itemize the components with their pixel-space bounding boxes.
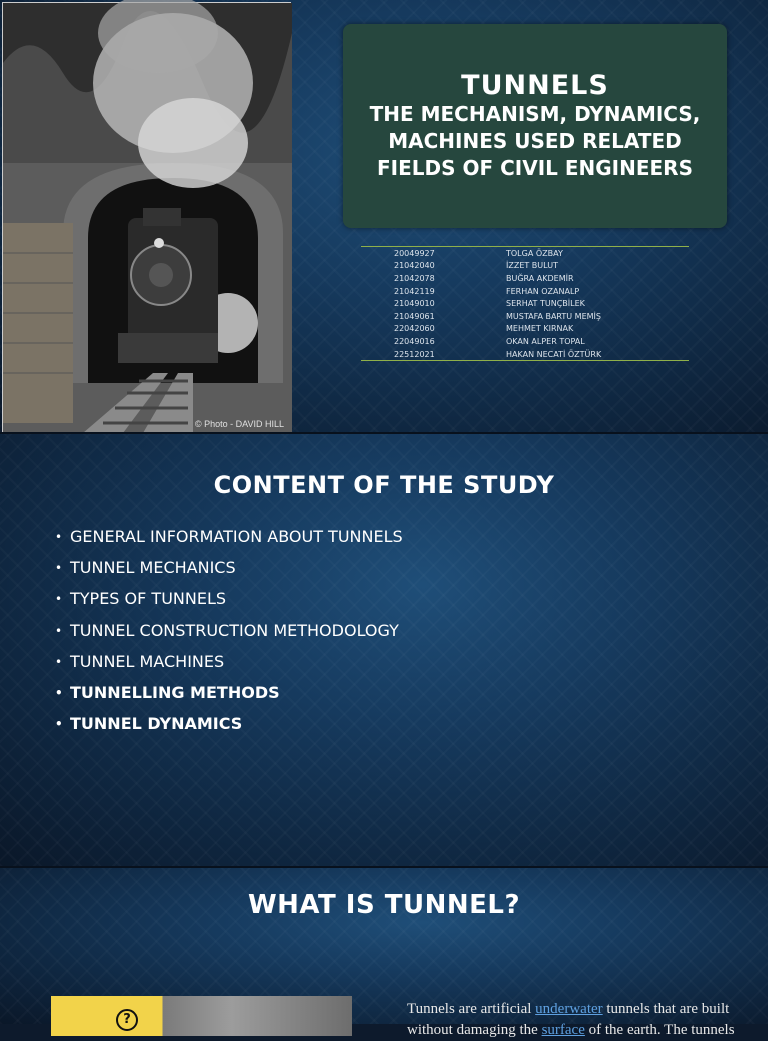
member-id: 21049010 — [394, 299, 435, 309]
member-row — [361, 335, 689, 348]
contents-item — [55, 620, 403, 651]
contents-item — [55, 682, 403, 713]
bullet-icon: • — [55, 685, 63, 700]
member-id: 21049061 — [394, 311, 435, 321]
contents-item-label: TYPES OF TUNNELS — [70, 589, 227, 609]
member-row — [361, 348, 689, 361]
member-row — [361, 247, 689, 260]
member-row — [361, 297, 689, 310]
contents-item — [55, 557, 403, 588]
member-name: BUĞRA AKDEMİR — [506, 273, 574, 283]
member-id: 22042060 — [394, 324, 435, 334]
member-name: TOLGA ÖZBAY — [506, 248, 563, 258]
page-subtitle: THE MECHANISM, DYNAMICS, MACHINES USED RELATED FIELDS OF CIVIL ENGINEERS — [369, 102, 701, 181]
contents-item — [55, 651, 403, 682]
contents-item-label: TUNNEL MECHANICS — [70, 558, 236, 578]
definition-text — [407, 999, 737, 1041]
member-id: 22512021 — [394, 349, 435, 359]
text-segment: tunnels that are built — [602, 1001, 730, 1017]
page-title: TUNNELS — [461, 69, 609, 101]
bullet-icon: • — [55, 592, 63, 607]
underwater-link[interactable]: underwater — [535, 1001, 603, 1017]
member-id: 21042119 — [394, 286, 435, 296]
member-row — [361, 272, 689, 285]
slide-contents — [0, 434, 768, 866]
slide-title — [0, 0, 768, 432]
surface-link[interactable]: surface — [541, 1022, 585, 1038]
contents-item-label: GENERAL INFORMATION ABOUT TUNNELS — [70, 527, 403, 546]
member-id: 22049016 — [394, 336, 435, 346]
member-name: SERHAT TUNÇBİLEK — [506, 299, 585, 309]
bullet-icon: • — [55, 654, 63, 669]
bullet-icon: • — [55, 717, 63, 732]
member-row — [361, 285, 689, 298]
section-title: WHAT IS TUNNEL? — [247, 890, 521, 920]
bullet-icon: • — [55, 561, 63, 576]
text-segment: of the earth. The tunnels — [584, 1022, 735, 1038]
member-name: HAKAN NECATİ ÖZTÜRK — [506, 349, 602, 359]
member-row — [361, 323, 689, 336]
member-row — [361, 260, 689, 273]
contents-list — [55, 526, 403, 744]
tunnel-image — [51, 996, 352, 1036]
photo-credit: © Photo - DAVID HILL — [195, 419, 284, 429]
member-name: FERHAN OZANALP — [506, 286, 580, 296]
question-icon: ? — [116, 1009, 138, 1031]
contents-title: CONTENT OF THE STUDY — [213, 471, 555, 499]
member-id: 21042078 — [394, 273, 435, 283]
member-id: 20049927 — [394, 248, 435, 258]
member-list — [361, 246, 689, 361]
title-box — [343, 24, 727, 228]
bullet-icon: • — [55, 623, 63, 638]
contents-item-label: TUNNEL CONSTRUCTION METHODOLOGY — [70, 620, 399, 640]
text-segment: without damaging the — [407, 1022, 542, 1038]
photo-illustration — [3, 3, 292, 433]
member-name: MUSTAFA BARTU MEMİŞ — [506, 311, 601, 321]
member-id: 21042040 — [394, 261, 435, 271]
contents-item-label: TUNNELLING METHODS — [70, 682, 280, 702]
member-name: OKAN ALPER TOPAL — [506, 336, 585, 346]
train-tunnel-photo — [2, 2, 291, 432]
bullet-icon: • — [55, 530, 63, 544]
contents-item — [55, 526, 403, 557]
contents-item-label: TUNNEL MACHINES — [70, 651, 225, 671]
member-row — [361, 310, 689, 323]
member-name: İZZET BULUT — [506, 261, 558, 271]
member-name: MEHMET KIRNAK — [506, 324, 574, 334]
contents-item — [55, 588, 403, 619]
text-segment: Tunnels are artificial — [407, 1001, 536, 1017]
contents-item — [55, 713, 403, 744]
slide-what-is-tunnel — [0, 868, 768, 1038]
contents-item-label: TUNNEL DYNAMICS — [70, 714, 243, 734]
